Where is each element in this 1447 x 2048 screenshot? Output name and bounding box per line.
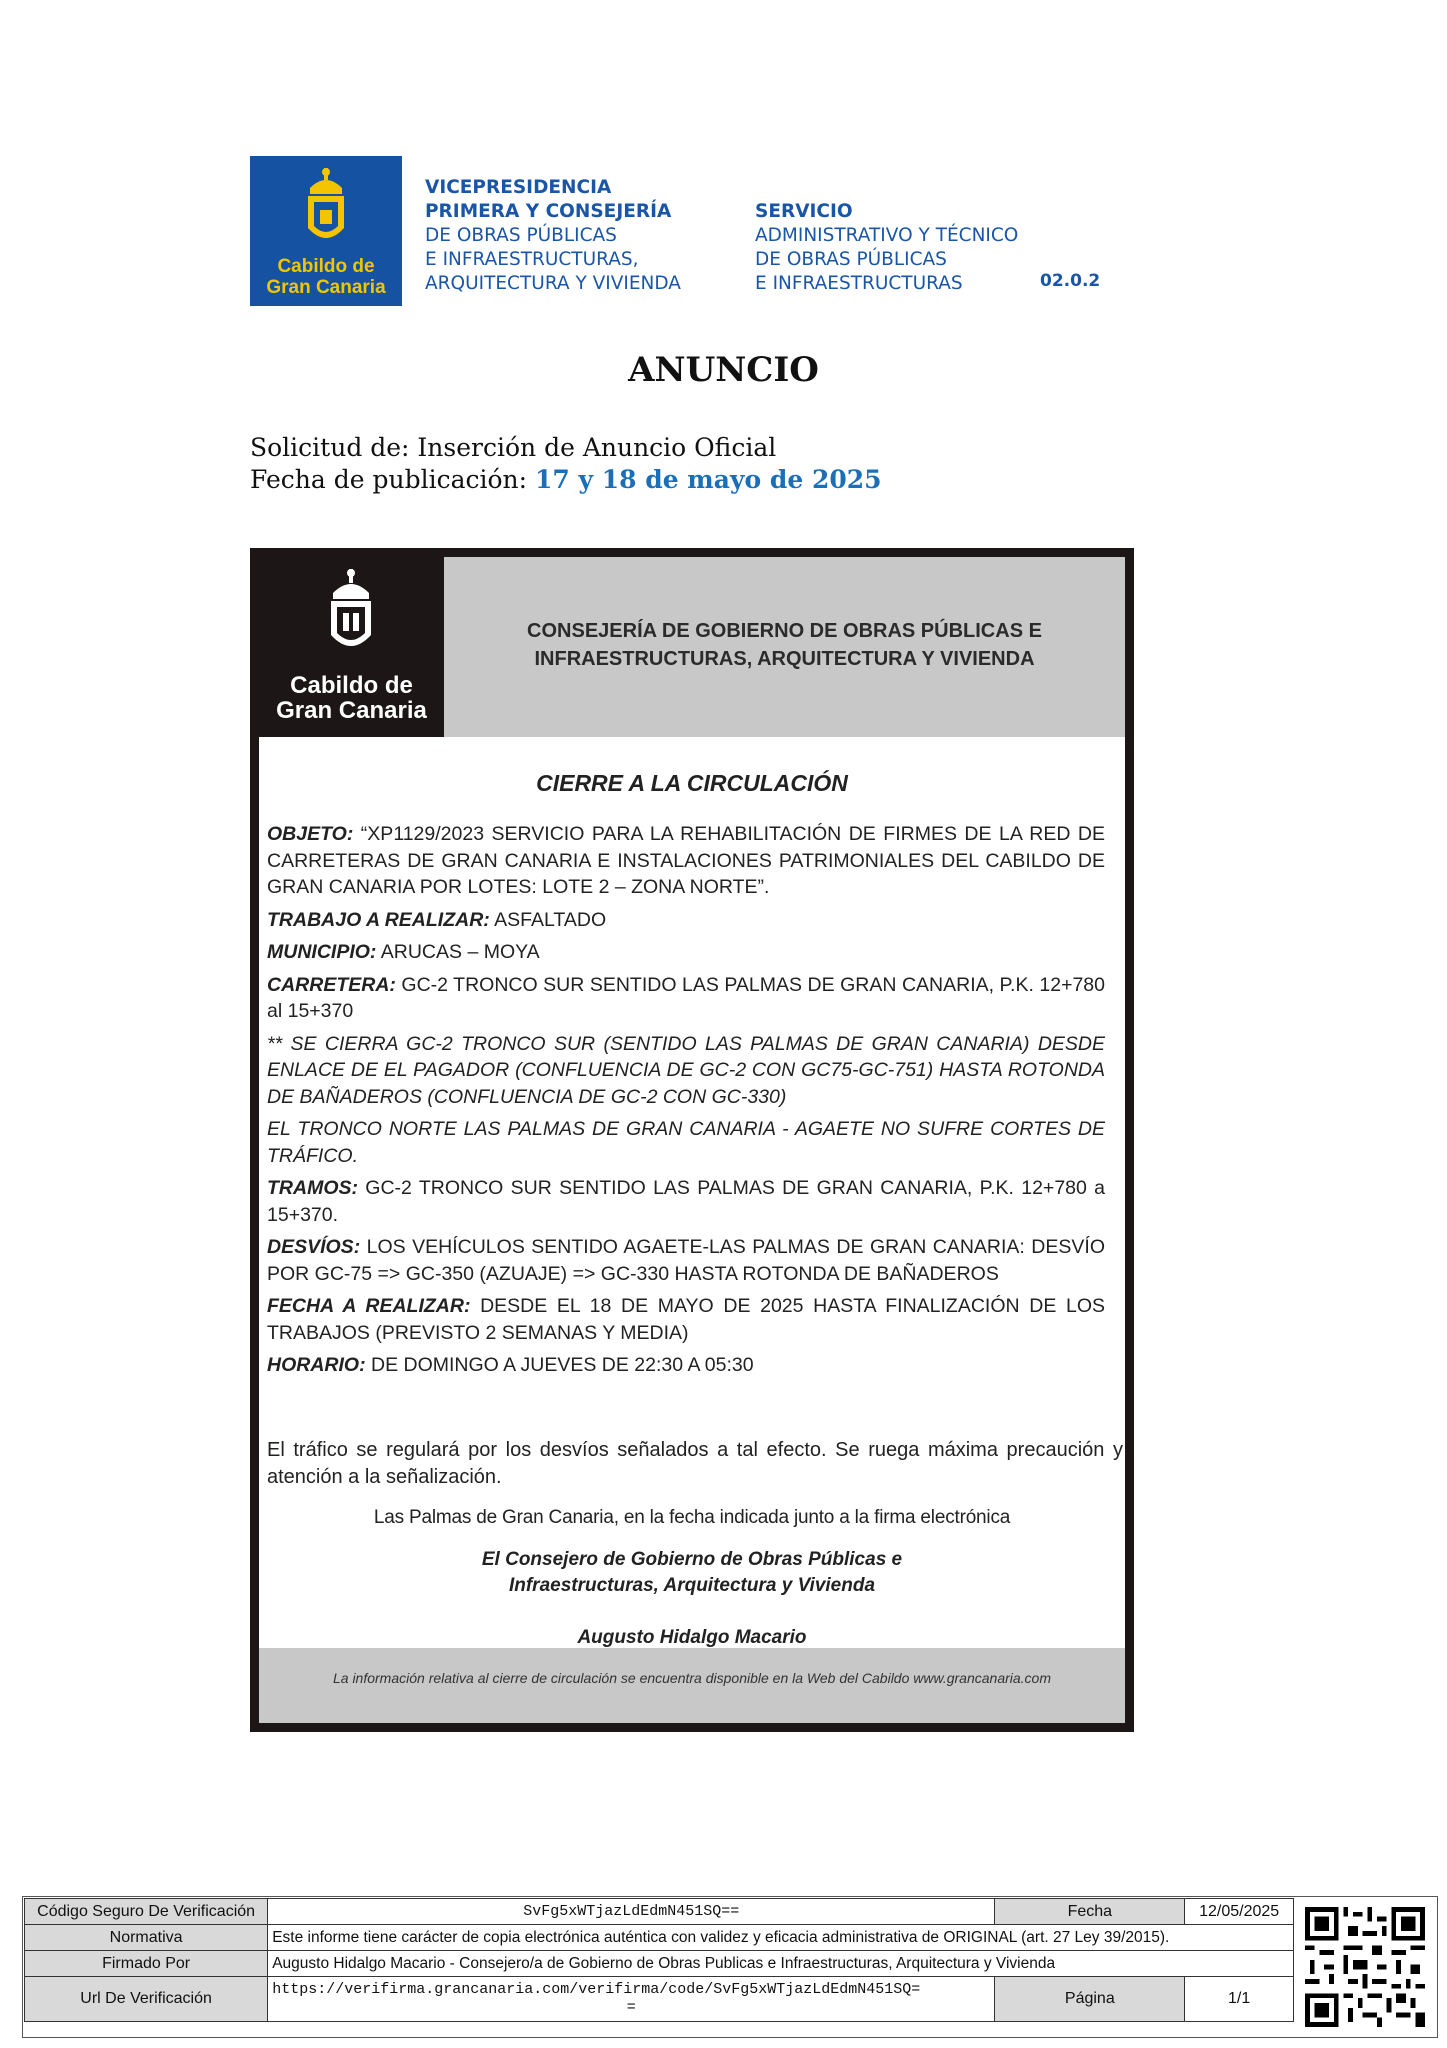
document-code: 02.0.2	[1040, 271, 1101, 291]
place-date: Las Palmas de Gran Canaria, en la fecha indicada junto a la firma electrónica	[373, 1507, 1011, 1528]
desvios-paragraph	[267, 1234, 1105, 1287]
notice-panel	[259, 557, 1125, 1723]
objeto-label: OBJETO:	[267, 823, 354, 845]
fecha-publicacion-value: 17 y 18 de mayo de 2025	[535, 465, 882, 494]
header-servicio	[755, 200, 1018, 296]
header-col1-line: E INFRAESTRUCTURAS,	[425, 249, 639, 270]
municipio-paragraph	[267, 939, 1105, 966]
firmado-value: Augusto Hidalgo Macario - Consejero/a de Gobierno de Obras Publicas e Infraestructuras, Arquitectura y Vivienda	[268, 1951, 1294, 1977]
notice-logo-line1: Cabildo de	[290, 672, 413, 699]
csv-value: SvFg5xWTjazLdEdmN451SQ==	[268, 1899, 995, 1925]
notice-footer-text: La información relativa al cierre de circulación se encuentra disponible en la Web del Cabildo www.grancanaria.com	[332, 1670, 1051, 1686]
fecha-label: FECHA A REALIZAR:	[267, 1295, 471, 1317]
desvios-text: LOS VEHÍCULOS SENTIDO AGAETE-LAS PALMAS DE GRAN CANARIA: DESVÍO POR GC-75 => GC-350 (AZUAJE) => GC-330 HASTA ROTONDA DE BAÑADEROS	[267, 1236, 1105, 1285]
normativa-label: Normativa	[25, 1925, 268, 1951]
objeto-text: “XP1129/2023 SERVICIO PARA LA REHABILITACIÓN DE FIRMES DE LA RED DE CARRETERAS DE GRAN CANARIA E INSTALACIONES PATRIMONIALES DEL CABILDO DE GRAN CANARIA POR LOTES: LOTE 2 – ZONA NORTE”.	[267, 823, 1105, 898]
table-row	[25, 1977, 1294, 2022]
firmado-label: Firmado Por	[25, 1951, 268, 1977]
table-row	[25, 1899, 1294, 1925]
url-value[interactable]: https://verifirma.grancanaria.com/verifirma/code/SvFg5xWTjazLdEdmN451SQ=	[272, 1981, 921, 1998]
desvios-label: DESVÍOS:	[267, 1236, 361, 1258]
qr-code-icon	[1305, 1905, 1425, 2029]
notice-frame	[250, 548, 1134, 1732]
pagina-label: Página	[995, 1977, 1185, 2022]
tramos-label: TRAMOS:	[267, 1177, 358, 1199]
pagina-value: 1/1	[1185, 1977, 1294, 2022]
carretera-label: CARRETERA:	[267, 973, 396, 996]
verification-table	[24, 1898, 1294, 2022]
nota-tronco-norte: EL TRONCO NORTE LAS PALMAS DE GRAN CANARIA - AGAETE NO SUFRE CORTES DE TRÁFICO.	[267, 1118, 1105, 1167]
carretera-paragraph	[267, 972, 1105, 1025]
nota-cierre: ** SE CIERRA GC-2 TRONCO SUR (SENTIDO LAS PALMAS DE GRAN CANARIA) DESDE ENLACE DE EL PAGADOR (CONFLUENCIA DE GC-2 CON GC75-GC-751) HASTA ROTONDA DE BAÑADEROS (CONFLUENCIA DE GC-2 CON GC-330)	[267, 1032, 1105, 1108]
page-title: ANUNCIO	[628, 350, 819, 390]
tramos-paragraph	[267, 1175, 1105, 1228]
trabajo-paragraph	[267, 907, 1105, 934]
logo-text-line1: Cabildo de	[277, 256, 375, 277]
signer-position	[259, 1547, 1125, 1599]
url-cell	[268, 1977, 995, 2022]
department-band	[444, 557, 1125, 737]
header-col1-line: VICEPRESIDENCIA	[425, 177, 612, 198]
header-col1-line: ARQUITECTURA Y VIVIENDA	[425, 273, 681, 294]
fecha-value: 12/05/2025	[1185, 1899, 1294, 1925]
url-label: Url De Verificación	[25, 1977, 268, 2022]
fecha-text: DESDE EL 18 DE MAYO DE 2025 HASTA FINALIZACIÓN DE LOS TRABAJOS (PREVISTO 2 SEMANAS Y MEDIA)	[267, 1295, 1105, 1344]
carretera-text: GC-2 TRONCO SUR SENTIDO LAS PALMAS DE GRAN CANARIA, P.K. 12+780 al 15+370	[267, 973, 1105, 1022]
objeto-paragraph	[267, 821, 1105, 901]
notice-body	[267, 821, 1105, 1385]
tramos-text: GC-2 TRONCO SUR SENTIDO LAS PALMAS DE GRAN CANARIA, P.K. 12+780 a 15+370.	[267, 1177, 1105, 1226]
url-value-cont: =	[626, 1999, 636, 2016]
notice-logo-line2: Gran Canaria	[276, 697, 427, 724]
trabajo-label: TRABAJO A REALIZAR:	[267, 908, 490, 931]
department-line2: INFRAESTRUCTURAS, ARQUITECTURA Y VIVIENDA	[534, 648, 1035, 670]
fecha-publicacion-label: Fecha de publicación:	[250, 465, 535, 494]
table-row	[25, 1951, 1294, 1977]
signer-name: Augusto Hidalgo Macario	[577, 1627, 807, 1648]
horario-label: HORARIO:	[267, 1354, 366, 1376]
signer-position-line2: Infraestructuras, Arquitectura y Vivienda	[508, 1575, 876, 1596]
logo-text-line2: Gran Canaria	[266, 277, 386, 298]
header-col2-line: SERVICIO	[755, 201, 853, 222]
normativa-value: Este informe tiene carácter de copia electrónica auténtica con validez y eficacia administrativa de ORIGINAL (art. 27 Ley 39/2015).	[268, 1925, 1294, 1951]
coat-of-arms-icon	[323, 567, 379, 659]
signer-position-line1: El Consejero de Gobierno de Obras Públicas e	[481, 1549, 903, 1570]
notice-logo	[259, 557, 444, 737]
horario-paragraph	[267, 1352, 1105, 1379]
municipio-label: MUNICIPIO:	[267, 941, 377, 963]
solicitud-line: Solicitud de: Inserción de Anuncio Oficial	[250, 433, 777, 462]
fecha-paragraph	[267, 1293, 1105, 1346]
header-vicepresidencia	[425, 176, 681, 296]
notice-footer	[259, 1648, 1125, 1723]
header-col1-line: DE OBRAS PÚBLICAS	[425, 225, 617, 246]
traffic-note: El tráfico se regulará por los desvíos señalados a tal efecto. Se ruega máxima precaución y atención a la señalización.	[267, 1439, 1123, 1488]
header-col2-line: E INFRAESTRUCTURAS	[755, 273, 963, 294]
notice-subtitle: CIERRE A LA CIRCULACIÓN	[536, 770, 848, 796]
department-name	[444, 617, 1125, 673]
header-col2-line: ADMINISTRATIVO Y TÉCNICO	[755, 225, 1019, 246]
coat-of-arms-icon	[298, 166, 354, 250]
cabildo-logo	[250, 156, 402, 306]
municipio-text: ARUCAS – MOYA	[376, 941, 540, 963]
header-col2-line: DE OBRAS PÚBLICAS	[755, 249, 947, 270]
trabajo-text: ASFALTADO	[489, 908, 607, 931]
fecha-publicacion-line	[250, 465, 882, 494]
department-line1: CONSEJERÍA DE GOBIERNO DE OBRAS PÚBLICAS E	[527, 620, 1042, 642]
csv-label: Código Seguro De Verificación	[25, 1899, 268, 1925]
fecha-label: Fecha	[995, 1899, 1185, 1925]
header-col1-line: PRIMERA Y CONSEJERÍA	[425, 201, 672, 222]
horario-text: DE DOMINGO A JUEVES DE 22:30 A 05:30	[365, 1354, 754, 1376]
table-row	[25, 1925, 1294, 1951]
